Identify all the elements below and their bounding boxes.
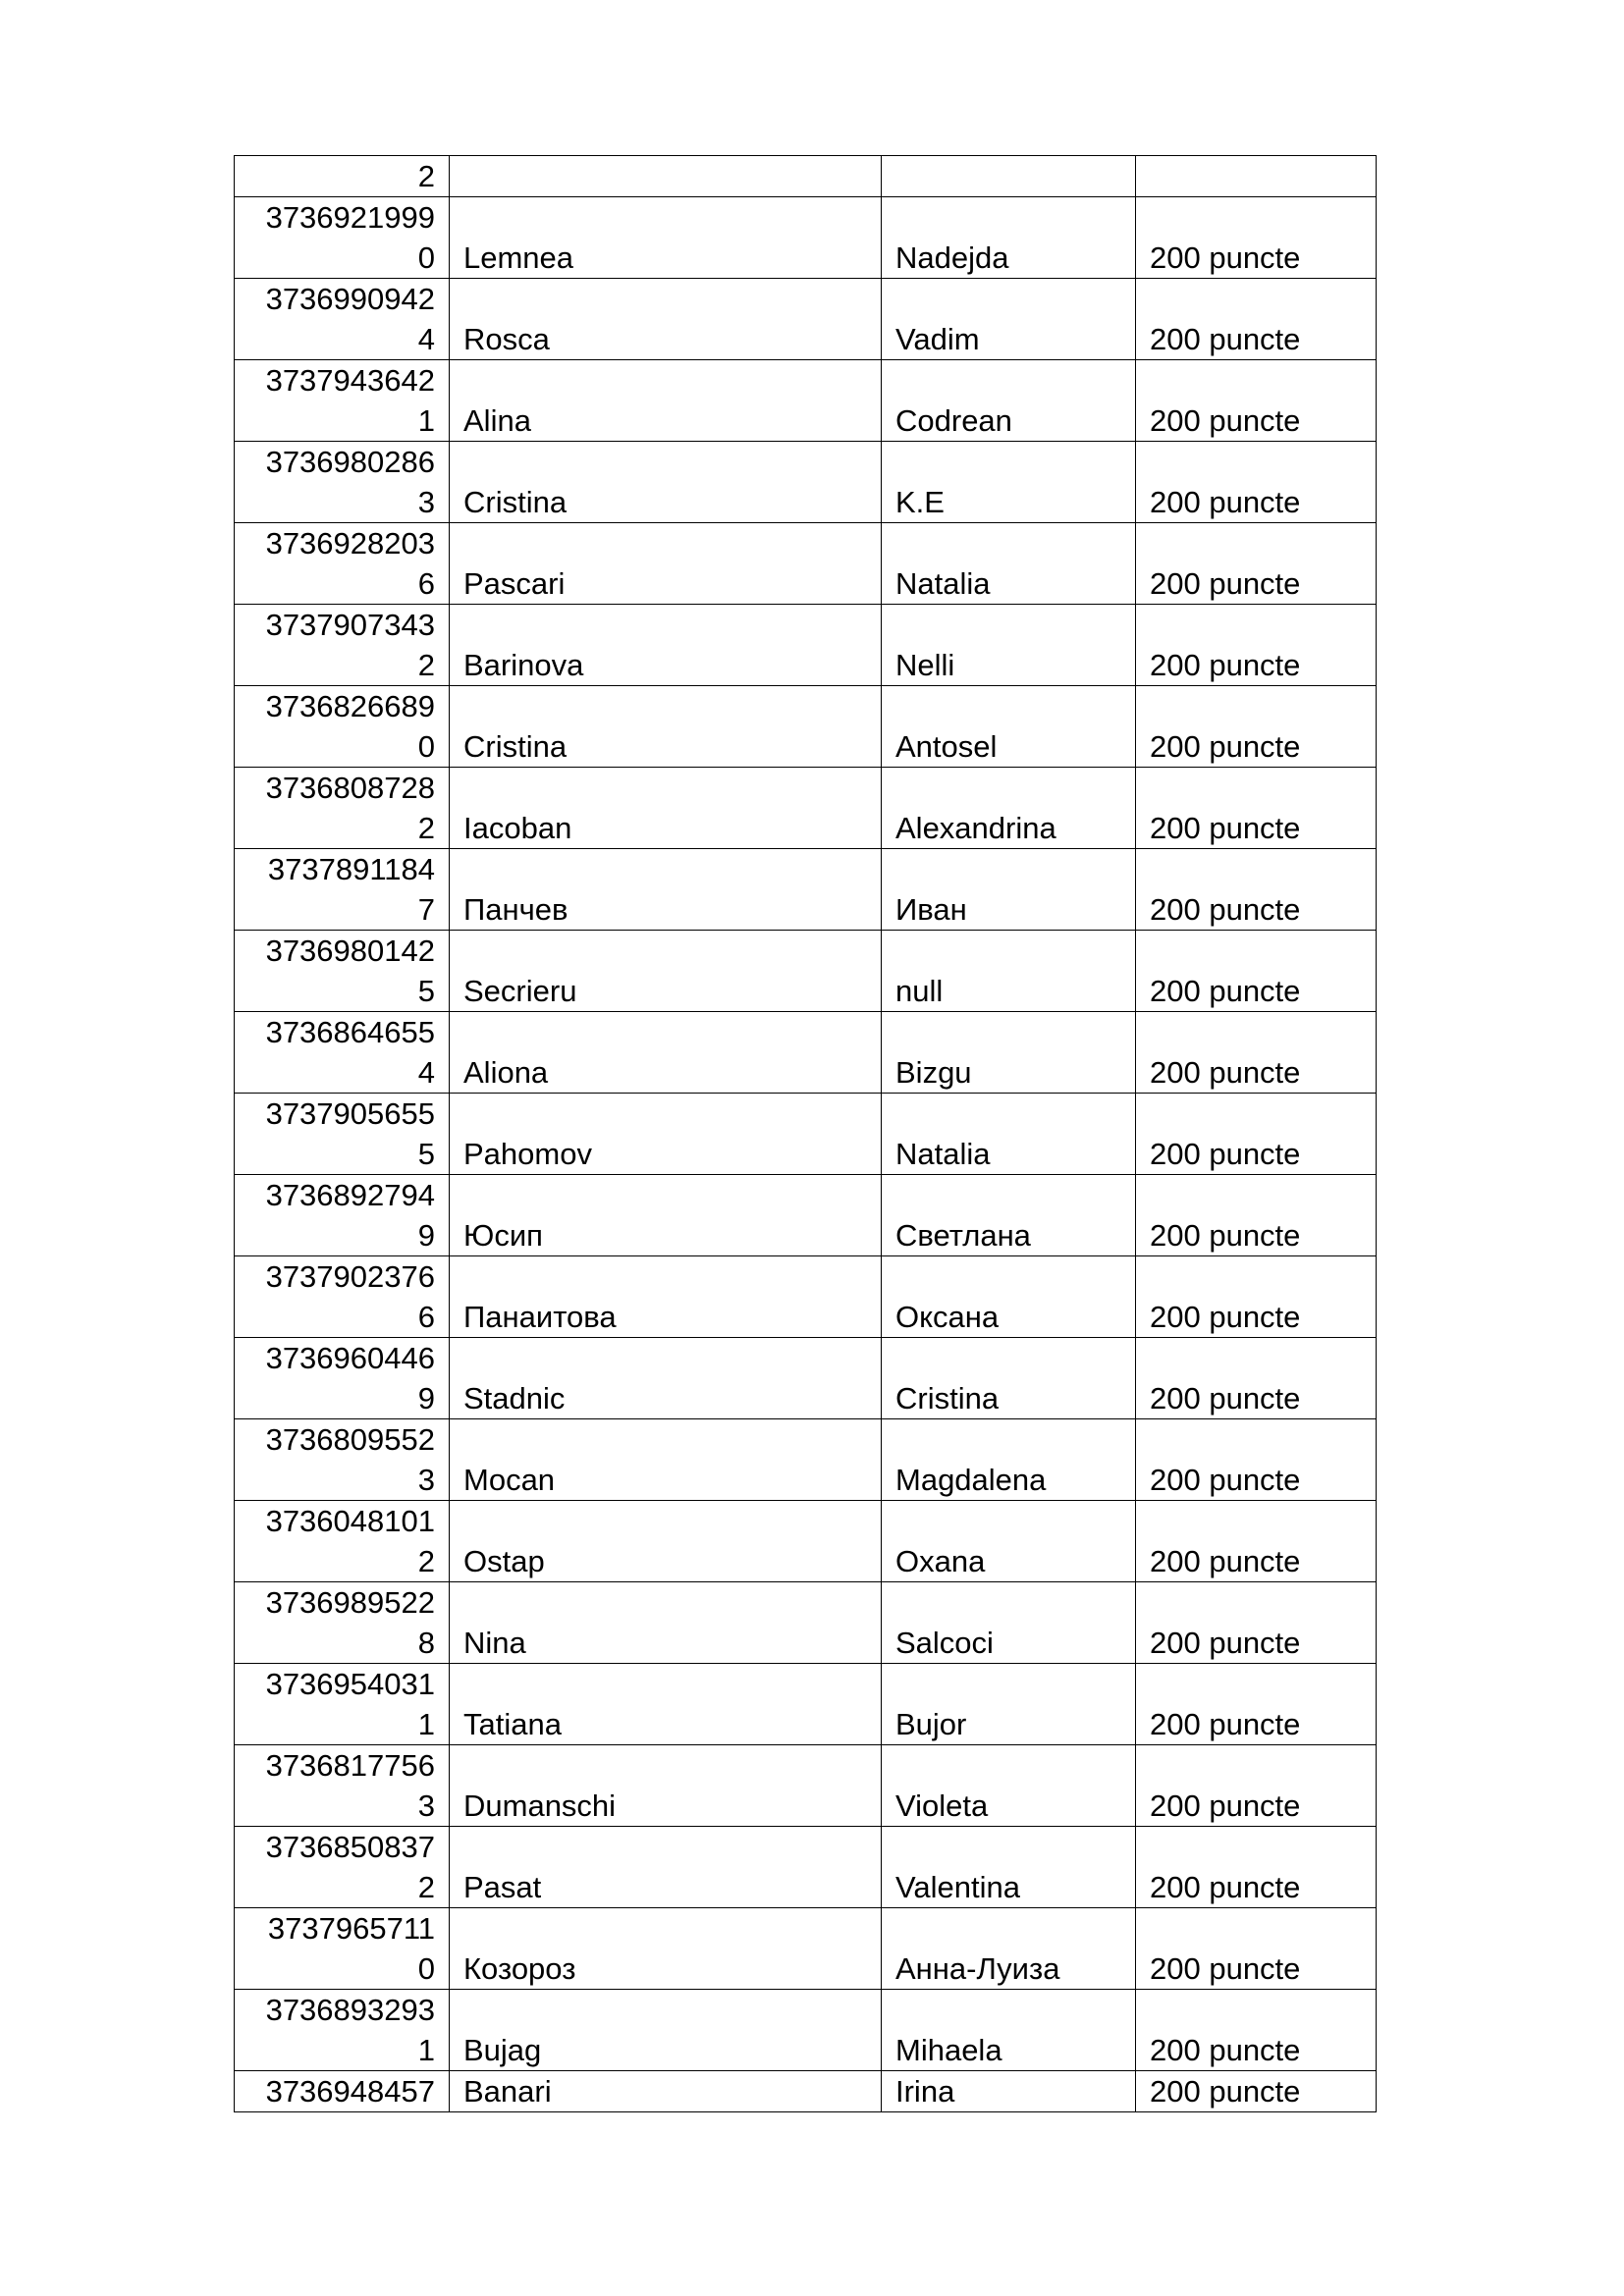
points-cell: 200 puncte [1136,360,1377,442]
table-row [235,1745,1377,1827]
last-name-cell: Pasat [450,1827,882,1908]
points-cell: 200 puncte [1136,442,1377,523]
first-name-cell: Анна-Луиза [882,1908,1136,1990]
phone-number-cell [235,1664,450,1745]
points-cell: 200 puncte [1136,1256,1377,1338]
phone-number-tail: 1 [417,403,435,438]
table-row [235,1908,1377,1990]
phone-number-main: 3737902376 [265,1259,435,1294]
first-name-cell [882,156,1136,197]
phone-number-cell [235,1175,450,1256]
phone-number-cell [235,1094,450,1175]
phone-number-tail: 0 [417,240,435,275]
points-cell: 200 puncte [1136,1175,1377,1256]
last-name-cell: Pascari [450,523,882,605]
table-row [235,1664,1377,1745]
last-name-cell: Cristina [450,442,882,523]
table-row [235,2071,1377,2112]
phone-number-main: 3736980286 [265,445,435,479]
phone-number-tail: 2 [417,1544,435,1578]
phone-number-cell [235,1908,450,1990]
table-row-continuation [235,156,1377,197]
phone-number-cell [235,1501,450,1582]
table-row [235,1094,1377,1175]
phone-number-main: 3737907343 [265,608,435,642]
phone-number-main: 3736954031 [265,1667,435,1701]
phone-number-main: 3737891184 [267,852,435,886]
phone-number-tail: 5 [417,974,435,1008]
points-cell: 200 puncte [1136,768,1377,849]
phone-number-tail: 4 [417,1055,435,1090]
phone-number-cell [235,605,450,686]
phone-number-main: 3736826689 [265,689,435,723]
phone-number-main: 3737943642 [265,363,435,398]
phone-number-tail: 8 [417,1626,435,1660]
points-cell: 200 puncte [1136,1745,1377,1827]
last-name-cell: Pahomov [450,1094,882,1175]
last-name-cell: Панаитова [450,1256,882,1338]
phone-number-cell [235,1582,450,1664]
phone-number-cell [235,360,450,442]
last-name-cell: Aliona [450,1012,882,1094]
phone-number-tail: 1 [417,1707,435,1741]
last-name-cell: Mocan [450,1419,882,1501]
table-row [235,1501,1377,1582]
points-table [234,155,1377,2112]
last-name-cell: Rosca [450,279,882,360]
phone-number-cell [235,442,450,523]
points-cell: 200 puncte [1136,1012,1377,1094]
table-row [235,849,1377,931]
first-name-cell: Nadejda [882,197,1136,279]
points-cell: 200 puncte [1136,523,1377,605]
phone-number-tail: 2 [417,648,435,682]
phone-number-cell [235,1338,450,1419]
points-cell: 200 puncte [1136,1419,1377,1501]
first-name-cell: Nelli [882,605,1136,686]
table-row [235,1012,1377,1094]
points-cell: 200 puncte [1136,605,1377,686]
phone-number-tail: 2 [417,159,435,193]
points-cell: 200 puncte [1136,1990,1377,2071]
phone-number-cell [235,1827,450,1908]
first-name-cell: Bujor [882,1664,1136,1745]
phone-number-main: 3736864655 [265,1015,435,1049]
points-cell [1136,156,1377,197]
last-name-cell: Lemnea [450,197,882,279]
first-name-cell: Codrean [882,360,1136,442]
points-cell: 200 puncte [1136,279,1377,360]
points-cell: 200 puncte [1136,197,1377,279]
phone-number-cell [235,931,450,1012]
first-name-cell: Alexandrina [882,768,1136,849]
phone-number-tail: 9 [417,1218,435,1253]
phone-number-main: 3736817756 [265,1748,435,1783]
phone-number-cell [235,1419,450,1501]
last-name-cell: Панчев [450,849,882,931]
last-name-cell: Alina [450,360,882,442]
phone-number-tail: 3 [417,1789,435,1823]
first-name-cell: Mihaela [882,1990,1136,2071]
phone-number-main: 3736928203 [265,526,435,561]
last-name-cell: Stadnic [450,1338,882,1419]
phone-number-cell [235,156,450,197]
last-name-cell: Barinova [450,605,882,686]
last-name-cell: Ostap [450,1501,882,1582]
phone-number-main: 3736808728 [265,771,435,805]
table-row [235,931,1377,1012]
first-name-cell: Natalia [882,1094,1136,1175]
points-cell: 200 puncte [1136,1664,1377,1745]
points-cell: 200 puncte [1136,1094,1377,1175]
phone-number-main: 3737905655 [265,1096,435,1131]
phone-number-tail: 5 [417,1137,435,1171]
table-row [235,279,1377,360]
first-name-cell: Natalia [882,523,1136,605]
first-name-cell: Bizgu [882,1012,1136,1094]
points-cell: 200 puncte [1136,1338,1377,1419]
table-row [235,360,1377,442]
last-name-cell: Secrieru [450,931,882,1012]
last-name-cell: Iacoban [450,768,882,849]
last-name-cell: Cristina [450,686,882,768]
phone-number-main: 3736809552 [265,1422,435,1457]
first-name-cell: K.E [882,442,1136,523]
phone-number-cell [235,768,450,849]
table-row [235,1175,1377,1256]
phone-number-cell [235,1012,450,1094]
table-row [235,686,1377,768]
phone-number-tail: 2 [417,811,435,845]
table-row [235,1827,1377,1908]
first-name-cell: Valentina [882,1827,1136,1908]
table-row [235,1990,1377,2071]
first-name-cell: Magdalena [882,1419,1136,1501]
table-row [235,442,1377,523]
first-name-cell: Salcoci [882,1582,1136,1664]
last-name-cell: Козороз [450,1908,882,1990]
phone-number-tail: 1 [417,2033,435,2067]
first-name-cell: Vadim [882,279,1136,360]
phone-number-tail: 3 [417,1463,435,1497]
phone-number-tail: 9 [417,1381,435,1415]
first-name-cell: Irina [882,2071,1136,2112]
phone-number-cell [235,197,450,279]
last-name-cell: Tatiana [450,1664,882,1745]
phone-number-tail: 2 [417,1870,435,1904]
first-name-cell: null [882,931,1136,1012]
first-name-cell: Violeta [882,1745,1136,1827]
phone-number-cell [235,686,450,768]
points-cell: 200 puncte [1136,2071,1377,2112]
points-table-body [235,156,1377,2112]
table-row [235,768,1377,849]
table-row [235,523,1377,605]
phone-number-main: 3736960446 [265,1341,435,1375]
phone-number-cell [235,849,450,931]
points-cell: 200 puncte [1136,1582,1377,1664]
points-cell: 200 puncte [1136,849,1377,931]
phone-number-main: 3736048101 [265,1504,435,1538]
table-row [235,1338,1377,1419]
phone-number-main: 3736990942 [265,282,435,316]
first-name-cell: Oxana [882,1501,1136,1582]
phone-number-tail: 7 [417,892,435,927]
phone-number-cell [235,279,450,360]
phone-number-cell [235,1256,450,1338]
phone-number-main: 3736989522 [265,1585,435,1620]
phone-number-tail: 3 [417,485,435,519]
phone-number-main: 3737965711 [267,1911,435,1946]
points-cell: 200 puncte [1136,686,1377,768]
phone-number-cell [235,1745,450,1827]
phone-number-main: 3736850837 [265,1830,435,1864]
first-name-cell: Иван [882,849,1136,931]
points-cell: 200 puncte [1136,931,1377,1012]
points-cell: 200 puncte [1136,1908,1377,1990]
table-row [235,1582,1377,1664]
phone-number-main: 3736892794 [265,1178,435,1212]
first-name-cell: Antosel [882,686,1136,768]
phone-number-main: 3736980142 [265,934,435,968]
table-row [235,605,1377,686]
phone-number-cell: 3736948457 [235,2071,450,2112]
first-name-cell: Оксана [882,1256,1136,1338]
last-name-cell [450,156,882,197]
table-row [235,1419,1377,1501]
first-name-cell: Cristina [882,1338,1136,1419]
phone-number-cell [235,523,450,605]
table-row [235,1256,1377,1338]
phone-number-tail: 6 [417,1300,435,1334]
points-cell: 200 puncte [1136,1501,1377,1582]
last-name-cell: Nina [450,1582,882,1664]
points-cell: 200 puncte [1136,1827,1377,1908]
phone-number-tail: 0 [417,729,435,764]
table-row [235,197,1377,279]
last-name-cell: Bujag [450,1990,882,2071]
phone-number-tail: 6 [417,566,435,601]
last-name-cell: Юсип [450,1175,882,1256]
phone-number-main: 3736893293 [265,1993,435,2027]
last-name-cell: Dumanschi [450,1745,882,1827]
last-name-cell: Banari [450,2071,882,2112]
phone-number-tail: 4 [417,322,435,356]
phone-number-cell [235,1990,450,2071]
first-name-cell: Светлана [882,1175,1136,1256]
phone-number-tail: 0 [417,1951,435,1986]
phone-number-main: 3736921999 [265,200,435,235]
